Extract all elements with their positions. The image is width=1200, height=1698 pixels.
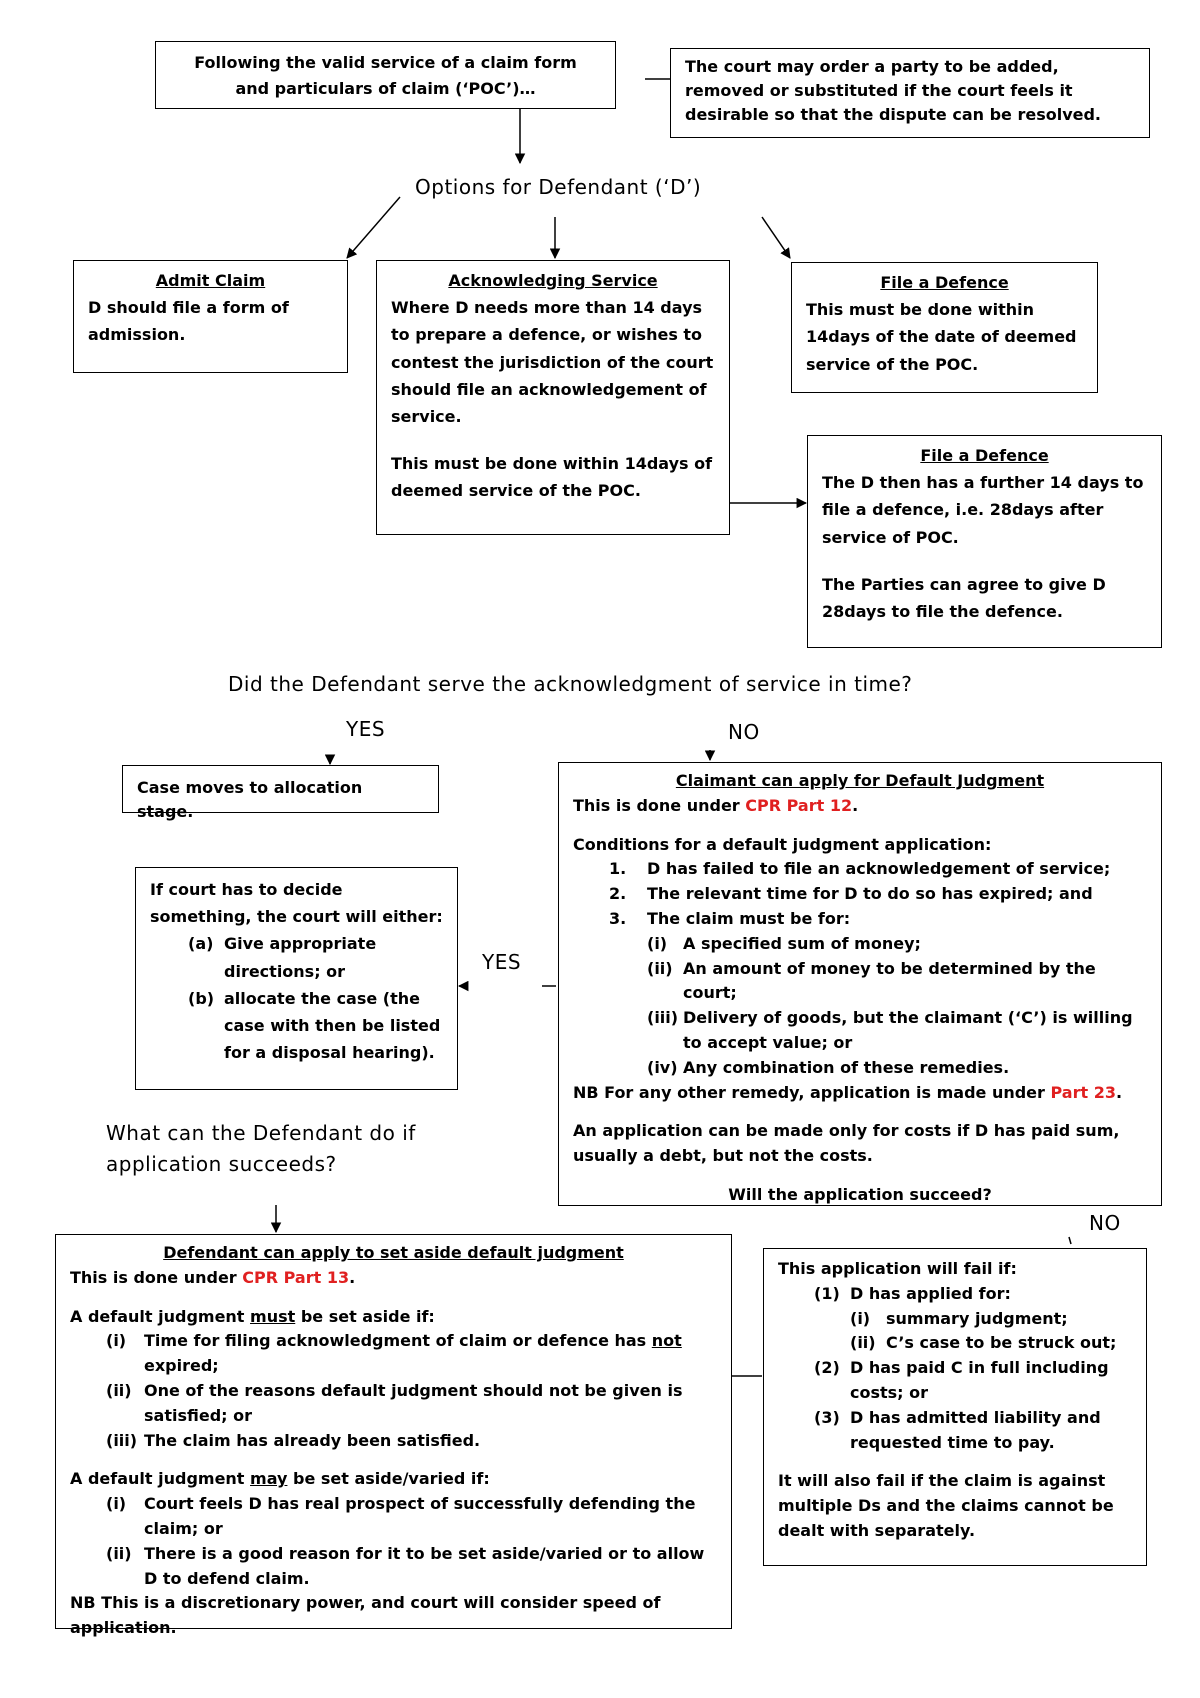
allocation-text: Case moves to allocation stage. bbox=[137, 778, 363, 821]
default-under-suffix: . bbox=[852, 795, 859, 815]
fail-subitem: (ii) C’s case to be struck out; bbox=[850, 1333, 1117, 1353]
start-box bbox=[155, 41, 616, 109]
fail-item: (2) D has paid C in full including costs; or bbox=[814, 1358, 1109, 1402]
no2-label: NO bbox=[1089, 1211, 1121, 1235]
conditions-heading: Conditions for a default judgment application: bbox=[573, 834, 992, 854]
must-item: (i) Time for filing acknowledgment of claim or defence has not expired; bbox=[106, 1331, 682, 1376]
yes2-label: YES bbox=[482, 950, 522, 974]
admit-body: D should file a form of admission. bbox=[88, 298, 289, 345]
defence1-body: This must be done within 14days of the date of deemed service of the POC. bbox=[806, 300, 1077, 374]
fail-box bbox=[763, 1248, 1147, 1566]
ack-box bbox=[376, 260, 730, 535]
court-box bbox=[135, 867, 458, 1090]
default-title: Claimant can apply for Default Judgment bbox=[675, 771, 1045, 790]
default-question: Will the application succeed? bbox=[728, 1184, 992, 1204]
default-nb-prefix: NB For any other remedy, application is made under bbox=[573, 1082, 1051, 1102]
defence2-p1: The D then has a further 14 days to file a defence, i.e. 28days after service of POC. bbox=[822, 473, 1144, 547]
may-heading: A default judgment may be set aside/varied if: bbox=[70, 1469, 490, 1489]
defence2-p2: The Parties can agree to give D 28days to file the defence. bbox=[822, 574, 1106, 621]
may-item: (i) Court feels D has real prospect of successfully defending the claim; or bbox=[106, 1494, 696, 1538]
arrow-to-defence1 bbox=[762, 217, 790, 258]
condition-item: 3. The claim must be for: bbox=[609, 908, 851, 928]
subcondition-item: (iv) Any combination of these remedies. bbox=[647, 1057, 1010, 1077]
set-aside-under-suffix: . bbox=[349, 1267, 356, 1287]
set-aside-title: Defendant can apply to set aside default judgment bbox=[163, 1243, 624, 1262]
line-no2 bbox=[1069, 1237, 1071, 1244]
arrow-to-admit bbox=[347, 197, 400, 258]
ack-p2: This must be done within 14days of deemed service of the POC. bbox=[391, 454, 713, 501]
fail-item: (3) D has admitted liability and requested time to pay. bbox=[814, 1407, 1101, 1452]
no1-label: NO bbox=[728, 720, 760, 744]
defence2-title: File a Defence bbox=[920, 446, 1049, 465]
options-label: Options for Defendant (‘D’) bbox=[415, 175, 702, 199]
ack-p1: Where D needs more than 14 days to prepare a defence, or wishes to contest the jurisdiction of the court should file an acknowledgement of service. bbox=[391, 298, 714, 426]
subcondition-item: (i) A specified sum of money; bbox=[647, 933, 921, 953]
default-nb-suffix: . bbox=[1115, 1082, 1123, 1102]
court-item: (a) Give appropriate directions; or bbox=[188, 934, 377, 981]
set-aside-under bbox=[70, 1266, 717, 1291]
subcondition-item: (iii) Delivery of goods, but the claimant (‘C’) is willing to accept value; or bbox=[647, 1008, 1133, 1052]
ack-title: Acknowledging Service bbox=[448, 271, 658, 290]
defence1-box bbox=[791, 262, 1098, 393]
default-judgment-box bbox=[558, 762, 1162, 1206]
default-costs: An application can be made only for costs if D has paid sum, usually a debt, but not the costs. bbox=[573, 1121, 1120, 1166]
fail-item: (1) D has applied for: bbox=[814, 1283, 1011, 1303]
court-intro: If court has to decide something, the court will either: bbox=[150, 880, 443, 927]
set-aside-under-prefix: This is done under bbox=[70, 1267, 243, 1287]
admit-box bbox=[73, 260, 348, 373]
start-box-text: Following the valid service of a claim form and particulars of claim (‘POC’)… bbox=[194, 53, 577, 98]
must-heading: A default judgment must be set aside if: bbox=[70, 1306, 435, 1326]
question1-label: Did the Defendant serve the acknowledgment of service in time? bbox=[228, 672, 913, 696]
party-box-text: The court may order a party to be added, removed or substituted if the court feels it desirable so that the dispute can be resolved. bbox=[685, 57, 1102, 124]
default-under bbox=[573, 794, 1147, 819]
must-item: (iii) The claim has already been satisfied. bbox=[106, 1430, 481, 1450]
condition-item: 1. D has failed to file an acknowledgement of service; bbox=[609, 859, 1111, 879]
fail-subitem: (i) summary judgment; bbox=[850, 1308, 1068, 1328]
may-item: (ii) There is a good reason for it to be set aside/varied or to allow D to defend claim. bbox=[106, 1543, 705, 1588]
cpr13-ref: CPR Part 13 bbox=[242, 1267, 350, 1287]
party-box bbox=[670, 48, 1150, 138]
fail-intro: This application will fail if: bbox=[778, 1259, 1017, 1278]
default-nb bbox=[573, 1081, 1147, 1106]
subcondition-item: (ii) An amount of money to be determined by the court; bbox=[647, 958, 1096, 1003]
defence2-box bbox=[807, 435, 1162, 648]
set-aside-box bbox=[55, 1234, 732, 1638]
allocation-box bbox=[122, 765, 439, 821]
defence1-title: File a Defence bbox=[880, 273, 1009, 292]
set-aside-nb: NB This is a discretionary power, and court will consider speed of application. bbox=[70, 1593, 661, 1638]
must-item: (ii) One of the reasons default judgment should not be given is satisfied; or bbox=[106, 1380, 683, 1425]
cpr12-ref: CPR Part 12 bbox=[745, 795, 853, 815]
default-under-prefix: This is done under bbox=[573, 795, 746, 815]
part23-ref: Part 23 bbox=[1050, 1082, 1116, 1102]
fail-also: It will also fail if the claim is against multiple Ds and the claims cannot be dealt with separately. bbox=[778, 1471, 1114, 1540]
condition-item: 2. The relevant time for D to do so has expired; and bbox=[609, 884, 1093, 904]
question2-line2: application succeeds? bbox=[106, 1152, 337, 1176]
court-item: (b) allocate the case (the case with then be listed for a disposal hearing). bbox=[188, 988, 441, 1063]
question2-line1: What can the Defendant do if bbox=[106, 1121, 416, 1145]
yes1-label: YES bbox=[346, 717, 386, 741]
admit-title: Admit Claim bbox=[155, 271, 266, 290]
